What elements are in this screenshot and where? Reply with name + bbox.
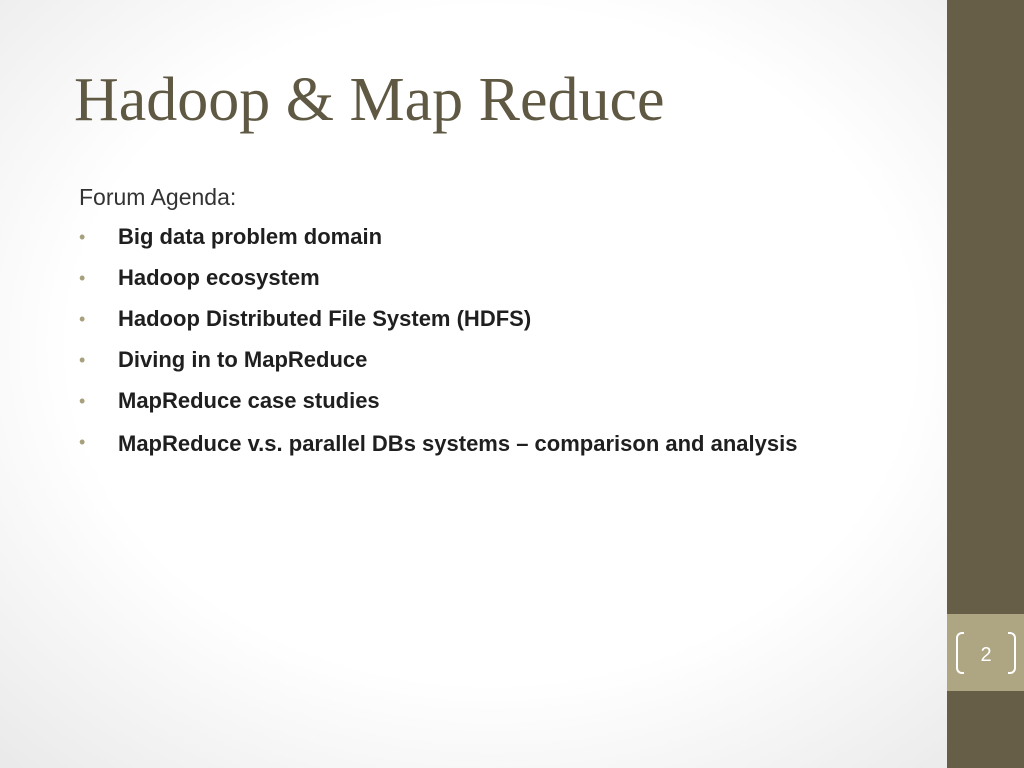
- agenda-item-text: Hadoop ecosystem: [118, 265, 320, 290]
- bullet-icon: •: [79, 432, 86, 452]
- right-bracket-icon: [1008, 632, 1016, 674]
- agenda-list: [79, 222, 799, 471]
- agenda-item-text: MapReduce v.s. parallel DBs systems – comparison and analysis: [118, 431, 798, 456]
- agenda-item: [79, 427, 799, 460]
- agenda-item: [79, 386, 799, 416]
- left-bracket-icon: [956, 632, 964, 674]
- bullet-icon: •: [79, 227, 86, 247]
- bullet-icon: •: [79, 350, 86, 370]
- agenda-intro: Forum Agenda:: [79, 184, 237, 210]
- bullet-icon: •: [79, 309, 86, 329]
- agenda-item: [79, 263, 799, 293]
- agenda-item: [79, 222, 799, 252]
- agenda-item-text: Diving in to MapReduce: [118, 347, 368, 372]
- agenda-item: [79, 345, 799, 375]
- slide-title: Hadoop & Map Reduce: [74, 66, 665, 134]
- agenda-item: [79, 304, 799, 334]
- bullet-icon: •: [79, 391, 86, 411]
- bullet-icon: •: [79, 268, 86, 288]
- agenda-item-text: Hadoop Distributed File System (HDFS): [118, 306, 532, 331]
- agenda-item-text: Big data problem domain: [118, 224, 383, 249]
- page-number: 2: [980, 644, 992, 666]
- agenda-item-text: MapReduce case studies: [118, 388, 380, 413]
